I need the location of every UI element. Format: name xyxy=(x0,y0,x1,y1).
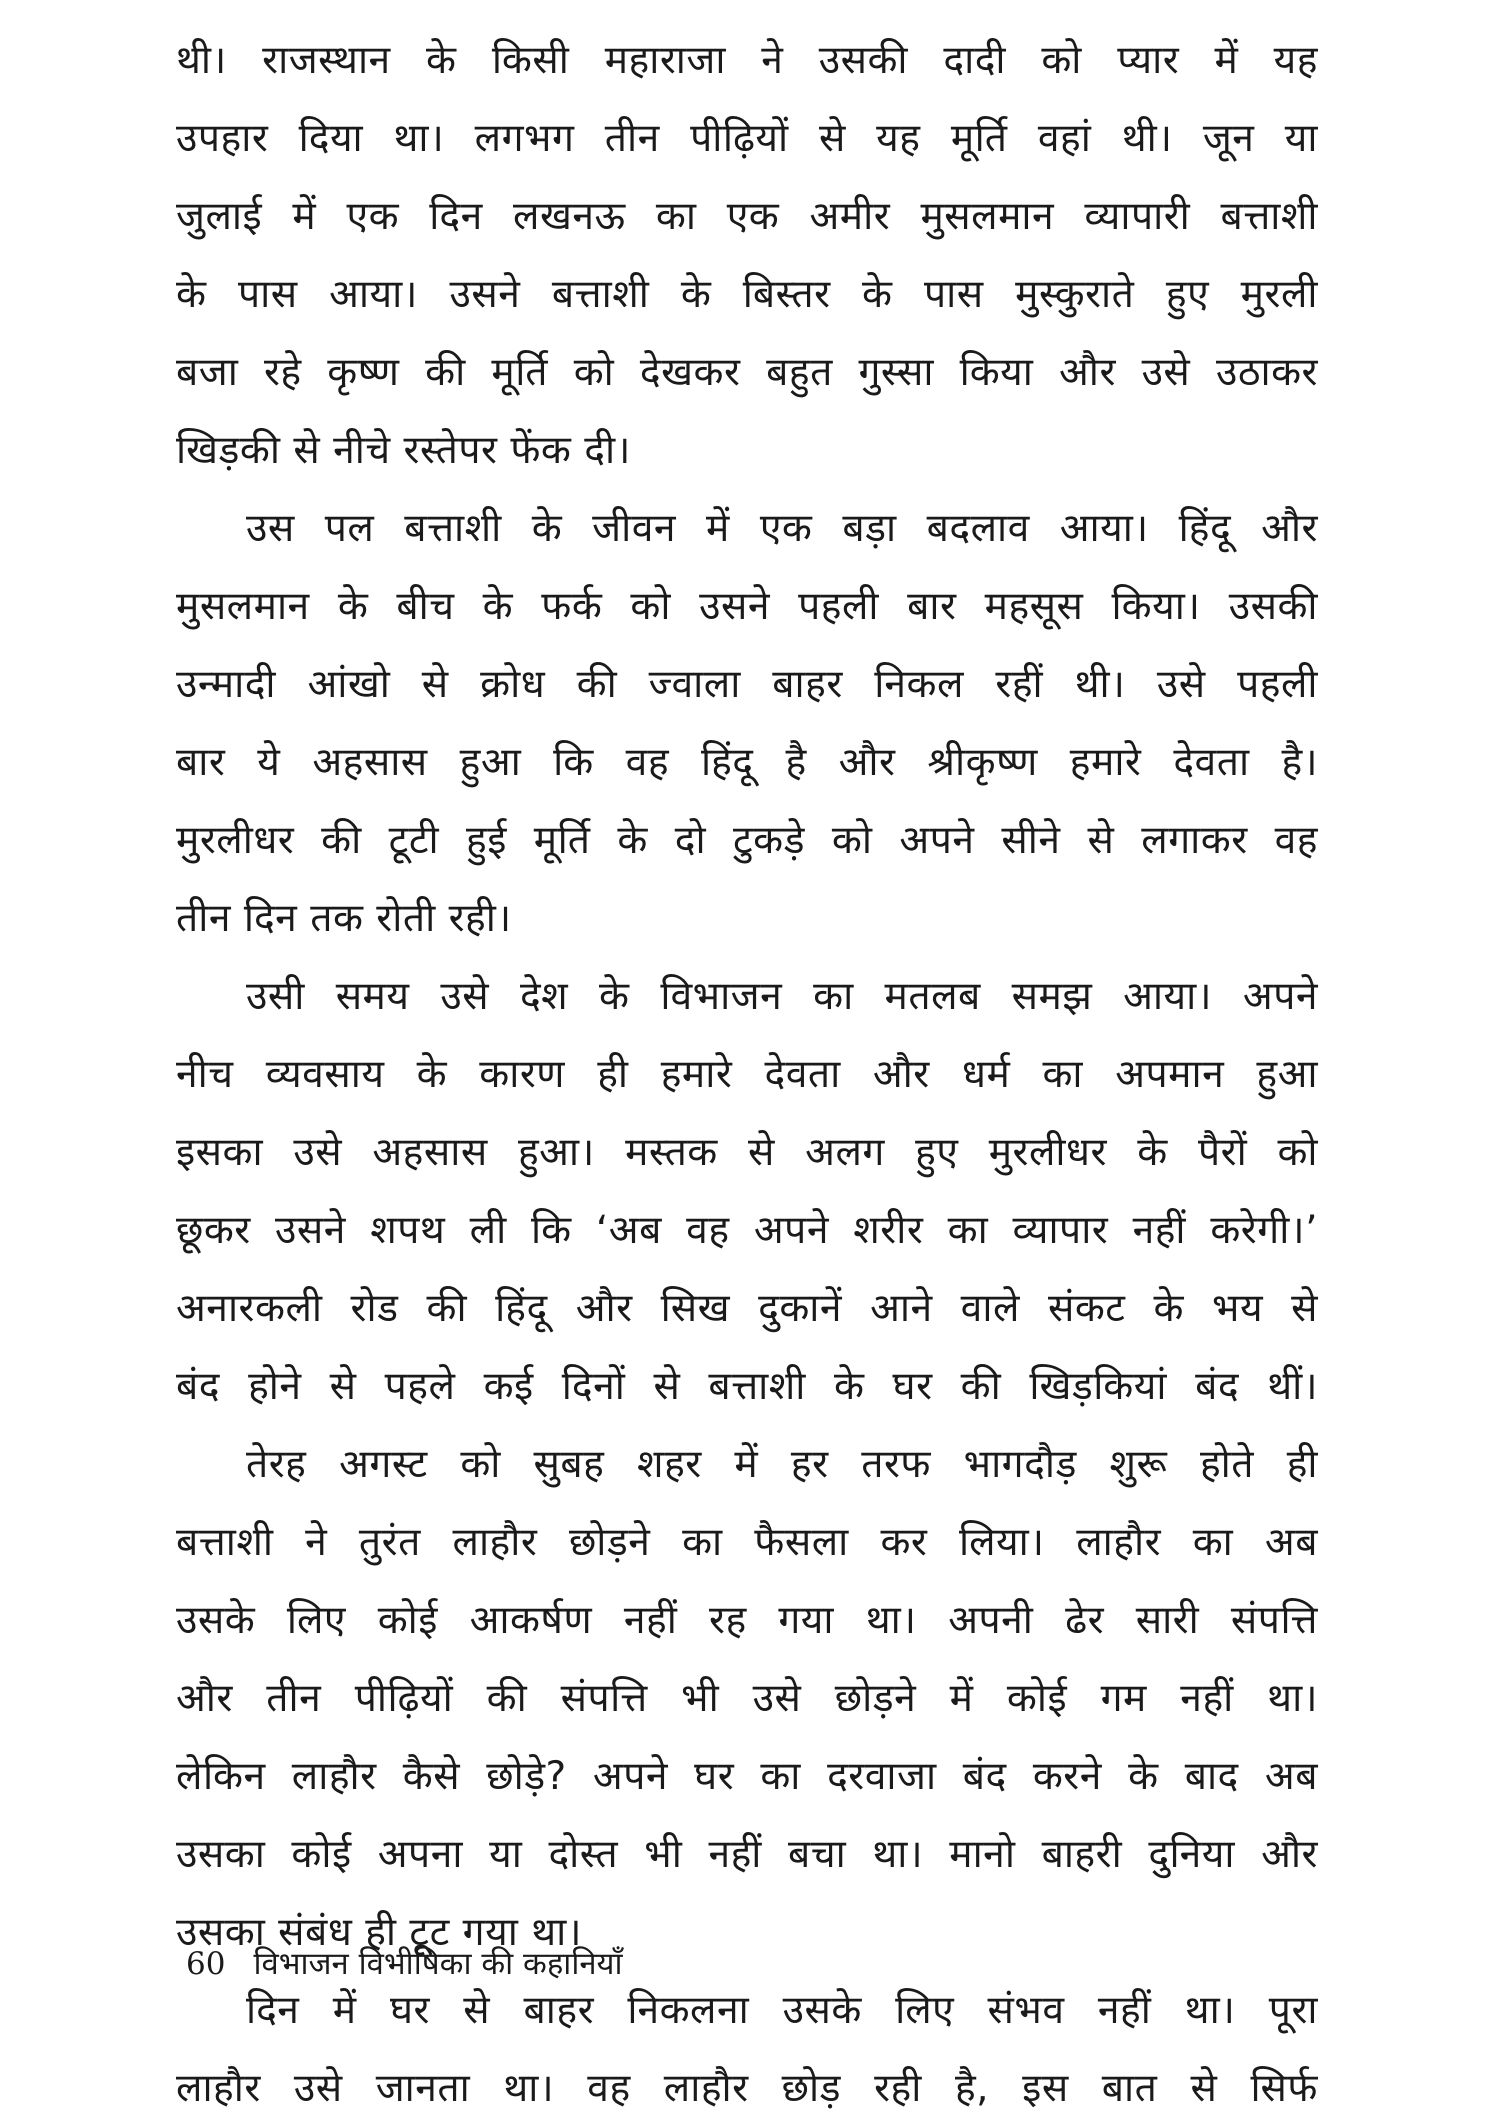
text-line: उसका कोई अपना या दोस्त भी नहीं बचा था। मानो बाहरी दुनिया और xyxy=(176,1832,1318,1877)
text-line: तीन दिन तक रोती रही। xyxy=(176,896,512,941)
text-line: बार ये अहसास हुआ कि वह हिंदू है और श्रीकृष्ण हमारे देवता है। xyxy=(176,740,1318,785)
text-line: उपहार दिया था। लगभग तीन पीढ़ियों से यह मूर्ति वहां थी। जून या xyxy=(176,116,1318,161)
text-line: उसी समय उसे देश के विभाजन का मतलब समझ आया। अपने xyxy=(246,974,1318,1019)
text-line: दिन में घर से बाहर निकलना उसके लिए संभव नहीं था। पूरा xyxy=(246,1988,1318,2033)
page-footer xyxy=(186,1938,623,1990)
text-line: और तीन पीढ़ियों की संपत्ति भी उसे छोड़ने में कोई गम नहीं था। xyxy=(176,1676,1318,1721)
text-line: खिड़की से नीचे रस्तेपर फेंक दी। xyxy=(176,428,631,473)
text-line: उस पल बत्ताशी के जीवन में एक बड़ा बदलाव आया। हिंदू और xyxy=(246,506,1318,551)
paragraph xyxy=(176,22,1318,490)
text-line: उसका संबंध ही टूट गया था। xyxy=(176,1910,582,1955)
page-number: 60 xyxy=(186,1946,226,1982)
text-line: इसका उसे अहसास हुआ। मस्तक से अलग हुए मुरलीधर के पैरों को xyxy=(176,1130,1318,1175)
text-line: मुसलमान के बीच के फर्क को उसने पहली बार महसूस किया। उसकी xyxy=(176,584,1318,629)
text-line: मुरलीधर की टूटी हुई मूर्ति के दो टुकड़े को अपने सीने से लगाकर वह xyxy=(176,818,1318,863)
paragraph xyxy=(176,958,1318,1426)
page-text xyxy=(176,22,1318,2128)
text-line: उसके लिए कोई आकर्षण नहीं रह गया था। अपनी ढेर सारी संपत्ति xyxy=(176,1598,1318,1643)
text-line: के पास आया। उसने बत्ताशी के बिस्तर के पास मुस्कुराते हुए मुरली xyxy=(176,272,1318,317)
text-line: लेकिन लाहौर कैसे छोड़े? अपने घर का दरवाजा बंद करने के बाद अब xyxy=(176,1754,1318,1799)
text-line: उन्मादी आंखो से क्रोध की ज्वाला बाहर निकल रहीं थी। उसे पहली xyxy=(176,662,1318,707)
text-line: तेरह अगस्ट को सुबह शहर में हर तरफ भागदौड़ शुरू होते ही xyxy=(246,1442,1318,1487)
text-line: बंद होने से पहले कई दिनों से बत्ताशी के घर की खिड़कियां बंद थीं। xyxy=(176,1364,1318,1409)
text-line: नीच व्यवसाय के कारण ही हमारे देवता और धर्म का अपमान हुआ xyxy=(176,1052,1318,1097)
text-line: लाहौर उसे जानता था। वह लाहौर छोड़ रही है, इस बात से सिर्फ xyxy=(176,2066,1318,2111)
text-line: बजा रहे कृष्ण की मूर्ति को देखकर बहुत गुस्सा किया और उसे उठाकर xyxy=(176,350,1318,395)
text-line: थी। राजस्थान के किसी महाराजा ने उसकी दादी को प्यार में यह xyxy=(176,38,1318,83)
paragraph xyxy=(176,1426,1318,1972)
book-title: विभाजन विभीषिका की कहानियाँ xyxy=(253,1946,623,1982)
text-line: जुलाई में एक दिन लखनऊ का एक अमीर मुसलमान व्यापारी बत्ताशी xyxy=(176,194,1318,239)
paragraph xyxy=(176,1972,1318,2128)
paragraph xyxy=(176,490,1318,958)
text-line: छूकर उसने शपथ ली कि ‘अब वह अपने शरीर का व्यापार नहीं करेगी।’ xyxy=(176,1208,1318,1253)
text-line: अनारकली रोड की हिंदू और सिख दुकानें आने वाले संकट के भय से xyxy=(176,1286,1318,1331)
text-line: बत्ताशी ने तुरंत लाहौर छोड़ने का फैसला कर लिया। लाहौर का अब xyxy=(176,1520,1318,1565)
